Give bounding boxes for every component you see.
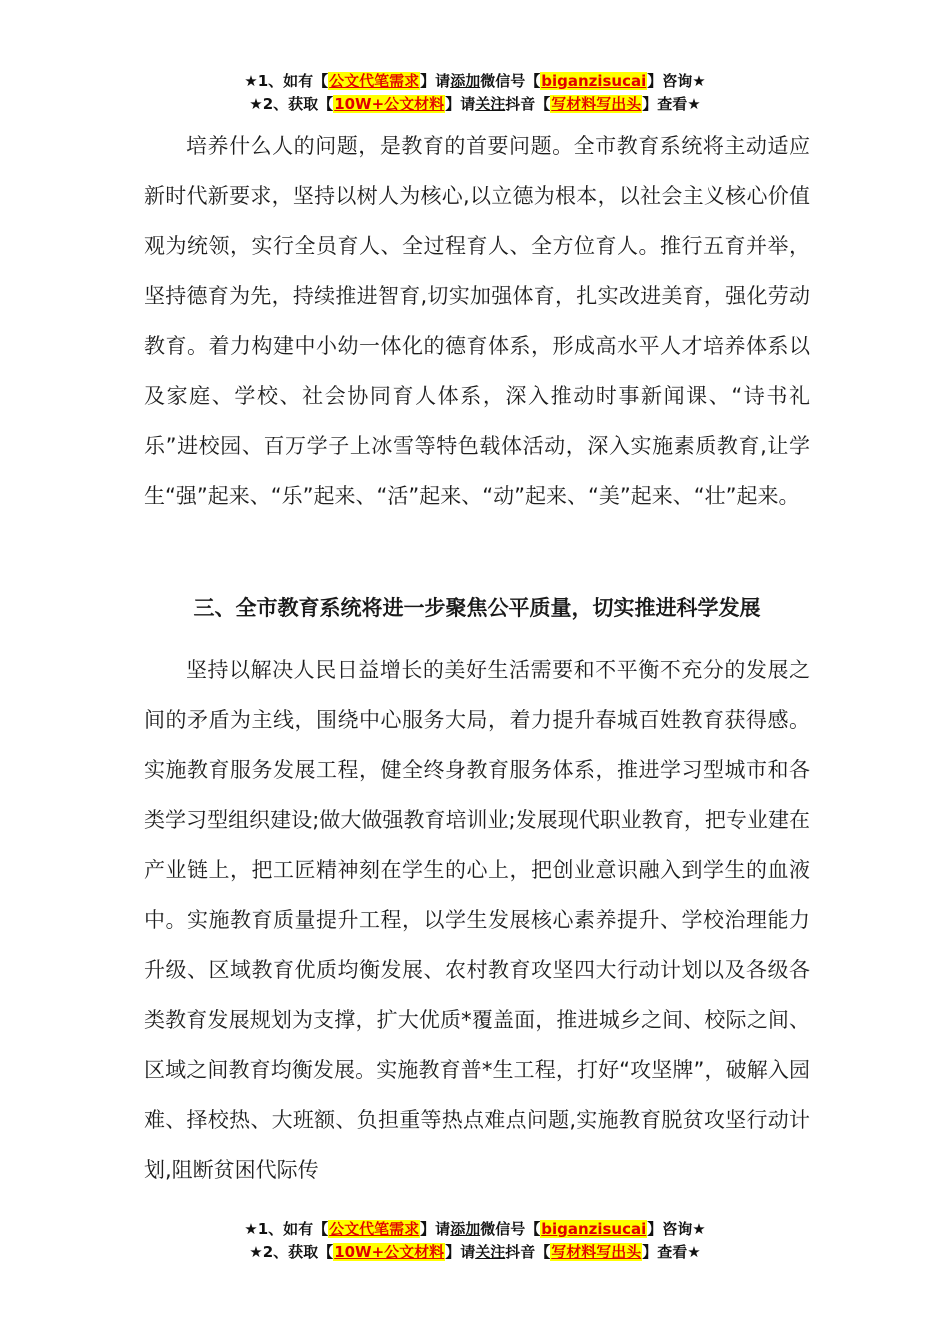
promo-text: 】请	[420, 72, 451, 90]
promo-banner-bottom	[0, 1218, 950, 1264]
promo-text: 】请	[445, 95, 476, 113]
promo-highlight-materials: 10W+公文材料	[334, 95, 445, 113]
promo-highlight-douyin: 写材料写出头	[551, 95, 642, 113]
promo-text: 】查看★	[642, 1243, 701, 1261]
section-heading-three: 三、全市教育系统将进一步聚焦公平质量，切实推进科学发展	[193, 596, 761, 620]
paragraph-talent-cultivation: 培养什么人的问题，是教育的首要问题。全市教育系统将主动适应新时代新要求，坚持以树人为核心,以立德为根本，以社会主义核心价值观为统领，实行全员育人、全过程育人、全方位育人。推行五育并举，坚持德育为先，持续推进智育,切实加强体育，扎实改进美育，强化劳动教育。着力构建中小幼一体化的德育体系，形成高水平人才培养体系以及家庭、学校、社会协同育人体系，深入推动时事新闻课、“诗书礼乐”进校园、百万学子上冰雪等特色载体活动，深入实施素质教育,让学生“强”起来、“乐”起来、“活”起来、“动”起来、“美”起来、“壮”起来。	[144, 134, 810, 508]
promo-text: 】咨询★	[647, 72, 706, 90]
promo-text: ★1、如有【	[244, 1220, 329, 1238]
promo-line-1	[0, 70, 950, 93]
promo-line-2	[0, 1241, 950, 1264]
promo-underline-add: 添加	[450, 1220, 481, 1238]
promo-highlight-wechat-id: biganzisucai	[541, 72, 647, 90]
promo-banner-top	[0, 70, 950, 116]
promo-text: ★2、获取【	[249, 95, 334, 113]
promo-text: 】咨询★	[647, 1220, 706, 1238]
promo-text: 微信号【	[480, 1220, 541, 1238]
paragraph-fairness-quality: 坚持以解决人民日益增长的美好生活需要和不平衡不充分的发展之间的矛盾为主线，围绕中心服务大局，着力提升春城百姓教育获得感。实施教育服务发展工程，健全终身教育服务体系，推进学习型城市和各类学习型组织建设;做大做强教育培训业;发展现代职业教育，把专业建在产业链上，把工匠精神刻在学生的心上，把创业意识融入到学生的血液中。实施教育质量提升工程，以学生发展核心素养提升、学校治理能力升级、区域教育优质均衡发展、农村教育攻坚四大行动计划以及各级各类教育发展规划为支撑，扩大优质*覆盖面，推进城乡之间、校际之间、区域之间教育均衡发展。实施教育普*生工程，打好“攻坚牌”，破解入园难、择校热、大班额、负担重等热点难点问题,实施教育脱贫攻坚行动计划,阻断贫困代际传	[144, 658, 810, 1182]
promo-text: 】请	[445, 1243, 476, 1261]
promo-text: 】查看★	[642, 95, 701, 113]
promo-highlight-materials: 10W+公文材料	[334, 1243, 445, 1261]
promo-highlight-writing-service: 公文代笔需求	[329, 1220, 420, 1238]
promo-text: 抖音【	[505, 1243, 551, 1261]
promo-underline-add: 添加	[450, 72, 481, 90]
promo-line-1	[0, 1218, 950, 1241]
promo-text: 】请	[420, 1220, 451, 1238]
promo-text: ★1、如有【	[244, 72, 329, 90]
promo-underline-follow: 关注	[475, 95, 506, 113]
promo-highlight-douyin: 写材料写出头	[551, 1243, 642, 1261]
promo-underline-follow: 关注	[475, 1243, 506, 1261]
promo-text: 微信号【	[480, 72, 541, 90]
promo-highlight-wechat-id: biganzisucai	[541, 1220, 647, 1238]
promo-text: ★2、获取【	[249, 1243, 334, 1261]
promo-highlight-writing-service: 公文代笔需求	[329, 72, 420, 90]
promo-line-2	[0, 93, 950, 116]
promo-text: 抖音【	[505, 95, 551, 113]
